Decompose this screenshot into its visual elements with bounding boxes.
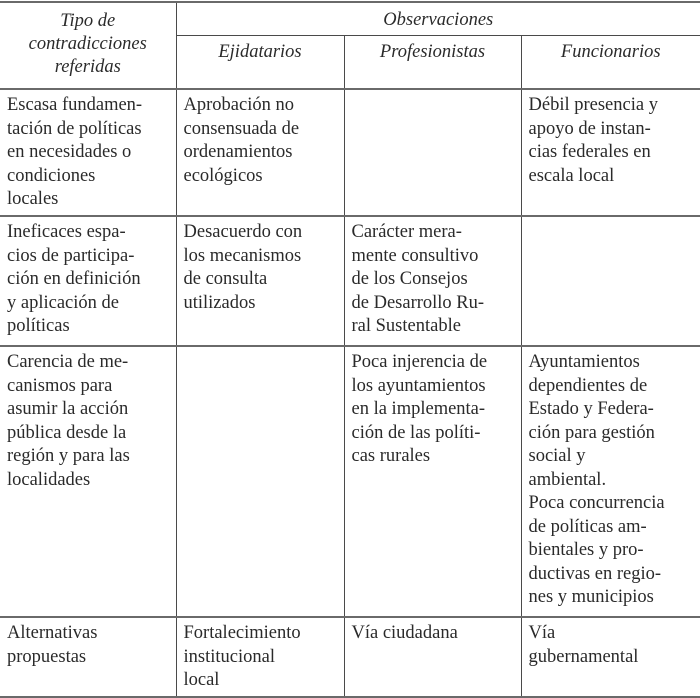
cell-funcionarios xyxy=(521,346,700,617)
cell-profesionistas xyxy=(344,346,521,617)
table-header xyxy=(0,2,700,89)
cell-funcionarios xyxy=(521,216,700,346)
cell-text-line: utilizados xyxy=(184,292,344,316)
header-ejidatarios: Ejidatarios xyxy=(176,35,344,89)
cell-text-line: asumir la acción xyxy=(7,398,176,422)
cell-text-line: Poca injerencia de xyxy=(352,351,521,375)
cell-ejidatarios xyxy=(176,89,344,216)
cell-text-line: dependientes de xyxy=(529,375,700,399)
cell-text-line: Ineficaces espa- xyxy=(7,221,176,245)
cell-text-line: nes y municipios xyxy=(529,586,700,610)
cell-profesionistas xyxy=(344,216,521,346)
table-body xyxy=(0,89,700,697)
cell-text-line: local xyxy=(184,669,344,693)
header-profesionistas: Profesionistas xyxy=(344,35,521,89)
cell-text-line: Aprobación no xyxy=(184,94,344,118)
header-observaciones: Observaciones xyxy=(176,2,700,35)
cell-text-line: Poca concurrencia xyxy=(529,492,700,516)
cell-text-line: locales xyxy=(7,188,176,212)
cell-text-line: apoyo de instan- xyxy=(529,118,700,142)
cell-text-line: bientales y pro- xyxy=(529,539,700,563)
cell-profesionistas xyxy=(344,89,521,216)
cell-text-line: Carencia de me- xyxy=(7,351,176,375)
cell-text-line: región y para las xyxy=(7,445,176,469)
header-line: referidas xyxy=(4,56,172,79)
header-line: Tipo de xyxy=(4,10,172,33)
cell-text-line: ción de las políti- xyxy=(352,422,521,446)
cell-text-line: condiciones xyxy=(7,165,176,189)
header-line: contradicciones xyxy=(4,33,172,56)
cell-profesionistas xyxy=(344,617,521,697)
cell-text-line: ordenamientos xyxy=(184,141,344,165)
cell-text-line: en necesidades o xyxy=(7,141,176,165)
cell-text-line: localidades xyxy=(7,469,176,493)
cell-text-line: y aplicación de xyxy=(7,292,176,316)
cell-text-line: Débil presencia y xyxy=(529,94,700,118)
cell-text-line: Ayuntamientos xyxy=(529,351,700,375)
cell-text-line: ción en definición xyxy=(7,268,176,292)
cell-text-line: en la implementa- xyxy=(352,398,521,422)
cell-text-line: pública desde la xyxy=(7,422,176,446)
cell-ejidatarios xyxy=(176,346,344,617)
cell-contradiction-type xyxy=(0,89,176,216)
cell-text-line: Alternativas xyxy=(7,622,176,646)
cell-text-line: de políticas am- xyxy=(529,516,700,540)
cell-text-line: de Desarrollo Ru- xyxy=(352,292,521,316)
cell-text-line: Carácter mera- xyxy=(352,221,521,245)
cell-text-line: Fortalecimiento xyxy=(184,622,344,646)
cell-text-line: Estado y Federa- xyxy=(529,398,700,422)
cell-contradiction-type xyxy=(0,216,176,346)
cell-text-line: consensuada de xyxy=(184,118,344,142)
cell-text-line: Desacuerdo con xyxy=(184,221,344,245)
cell-text-line: canismos para xyxy=(7,375,176,399)
cell-text-line: institucional xyxy=(184,646,344,670)
cell-text-line: cias federales en xyxy=(529,141,700,165)
table-row xyxy=(0,617,700,697)
cell-text-line: ral Sustentable xyxy=(352,315,521,339)
cell-text-line: los mecanismos xyxy=(184,245,344,269)
cell-ejidatarios xyxy=(176,617,344,697)
cell-text-line: propuestas xyxy=(7,646,176,670)
cell-text-line: Vía xyxy=(529,622,700,646)
cell-text-line: tación de políticas xyxy=(7,118,176,142)
cell-text-line: cas rurales xyxy=(352,445,521,469)
cell-text-line: ambiental. xyxy=(529,469,700,493)
cell-text-line: de consulta xyxy=(184,268,344,292)
cell-text-line: mente consultivo xyxy=(352,245,521,269)
header-type-of-contradictions xyxy=(0,2,176,89)
contradictions-table xyxy=(0,1,700,698)
cell-text-line: escala local xyxy=(529,165,700,189)
cell-contradiction-type xyxy=(0,617,176,697)
cell-text-line: ecológicos xyxy=(184,165,344,189)
cell-text-line: Escasa fundamen- xyxy=(7,94,176,118)
cell-text-line: de los Consejos xyxy=(352,268,521,292)
cell-contradiction-type xyxy=(0,346,176,617)
cell-text-line: Vía ciudadana xyxy=(352,622,521,646)
table-row xyxy=(0,216,700,346)
cell-funcionarios xyxy=(521,617,700,697)
cell-text-line: ción para gestión xyxy=(529,422,700,446)
cell-text-line: gubernamental xyxy=(529,646,700,670)
cell-funcionarios xyxy=(521,89,700,216)
header-funcionarios: Funcionarios xyxy=(521,35,700,89)
table-row xyxy=(0,89,700,216)
table-row xyxy=(0,346,700,617)
cell-text-line: ductivas en regio- xyxy=(529,563,700,587)
cell-ejidatarios xyxy=(176,216,344,346)
cell-text-line: social y xyxy=(529,445,700,469)
cell-text-line: políticas xyxy=(7,315,176,339)
cell-text-line: cios de participa- xyxy=(7,245,176,269)
cell-text-line: los ayuntamientos xyxy=(352,375,521,399)
